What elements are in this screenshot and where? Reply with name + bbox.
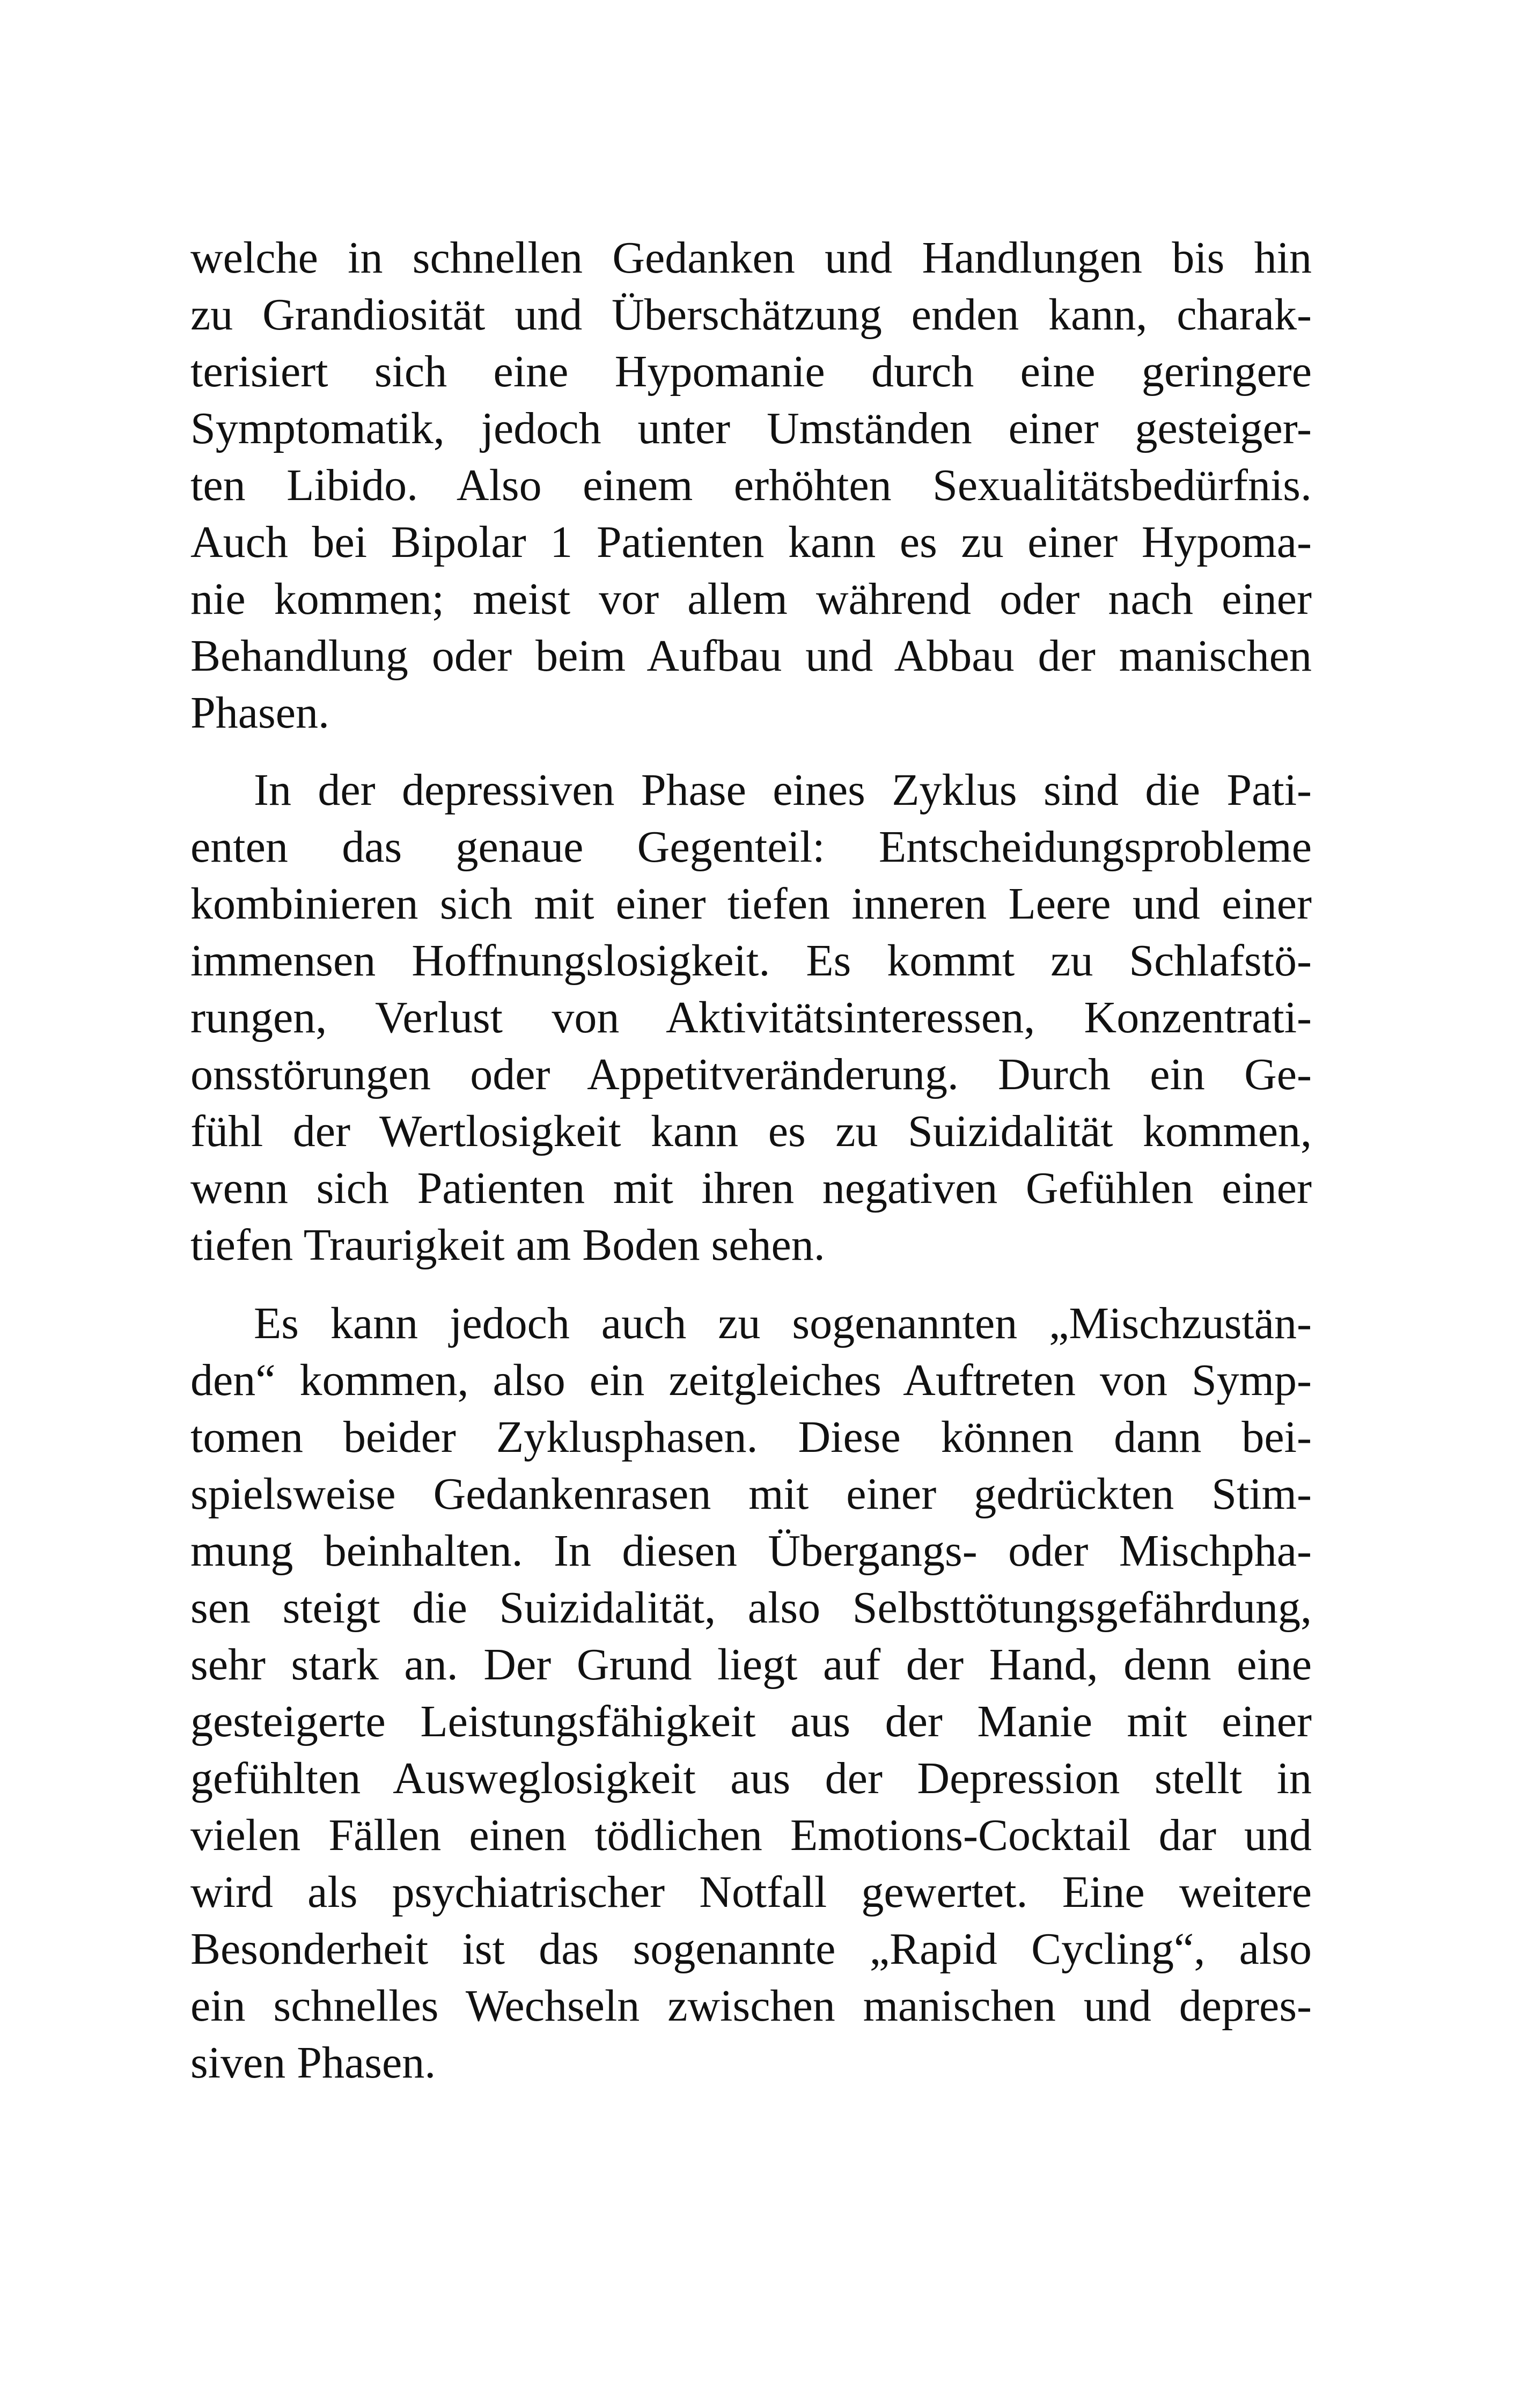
text-line: mung beinhalten. In diesen Übergangs- oder Mischpha- — [190, 1526, 1312, 1576]
text-line: gesteigerte Leistungsfähigkeit aus der Manie mit einer — [190, 1697, 1312, 1746]
text-line: wenn sich Patienten mit ihren negativen Gefühlen einer — [190, 1163, 1312, 1213]
text-line: spielsweise Gedankenrasen mit einer gedrückten Stim- — [190, 1469, 1312, 1519]
text-line: den“ kommen, also ein zeitgleiches Auftreten von Symp- — [190, 1355, 1312, 1405]
paragraph-1 — [190, 230, 1312, 742]
text-line: Symptomatik, jedoch unter Umständen einer gesteiger- — [190, 403, 1312, 453]
text-line: In der depressiven Phase eines Zyklus sind die Pati- — [254, 765, 1312, 815]
text-line: Behandlung oder beim Aufbau und Abbau der manischen — [190, 631, 1312, 681]
text-line: rungen, Verlust von Aktivitätsinteressen, Konzentrati- — [190, 993, 1312, 1043]
text-line: tomen beider Zyklusphasen. Diese können dann bei- — [190, 1412, 1312, 1462]
text-line: terisiert sich eine Hypomanie durch eine geringere — [190, 347, 1312, 397]
text-line: siven Phasen. — [190, 2038, 436, 2088]
text-line: nie kommen; meist vor allem während oder nach einer — [190, 574, 1312, 624]
text-line: ein schnelles Wechseln zwischen manischen und depres- — [190, 1981, 1312, 2031]
text-line: welche in schnellen Gedanken und Handlungen bis hin — [190, 233, 1312, 283]
text-line: immensen Hoffnungslosigkeit. Es kommt zu Schlafstö- — [190, 936, 1312, 986]
paragraph-3 — [190, 1295, 1312, 2091]
text-line: ten Libido. Also einem erhöhten Sexualitätsbedürfnis. — [190, 460, 1312, 510]
text-line: gefühlten Ausweglosigkeit aus der Depression stellt in — [190, 1753, 1312, 1803]
text-line: zu Grandiosität und Überschätzung enden kann, charak- — [190, 290, 1312, 340]
text-line: tiefen Traurigkeit am Boden sehen. — [190, 1220, 825, 1270]
text-line: onsstörungen oder Appetitveränderung. Durch ein Ge- — [190, 1049, 1312, 1099]
text-line: Auch bei Bipolar 1 Patienten kann es zu einer Hypoma- — [190, 517, 1312, 567]
text-line: Phasen. — [190, 688, 329, 738]
text-line: Besonderheit ist das sogenannte „Rapid Cycling“, also — [190, 1924, 1312, 1974]
paragraph-2 — [190, 762, 1312, 1274]
text-line: sehr stark an. Der Grund liegt auf der Hand, denn eine — [190, 1640, 1312, 1690]
text-line: Es kann jedoch auch zu sogenannten „Mischzustän- — [254, 1298, 1312, 1348]
text-line: fühl der Wertlosigkeit kann es zu Suizidalität kommen, — [190, 1106, 1312, 1156]
text-line: kombinieren sich mit einer tiefen inneren Leere und einer — [190, 879, 1312, 929]
text-line: vielen Fällen einen tödlichen Emotions-Cocktail dar und — [190, 1810, 1312, 1860]
text-line: wird als psychiatrischer Notfall gewertet. Eine weitere — [190, 1867, 1312, 1917]
text-line: enten das genaue Gegenteil: Entscheidungsprobleme — [190, 822, 1312, 872]
text-line: sen steigt die Suizidalität, also Selbsttötungsgefährdung, — [190, 1583, 1312, 1633]
